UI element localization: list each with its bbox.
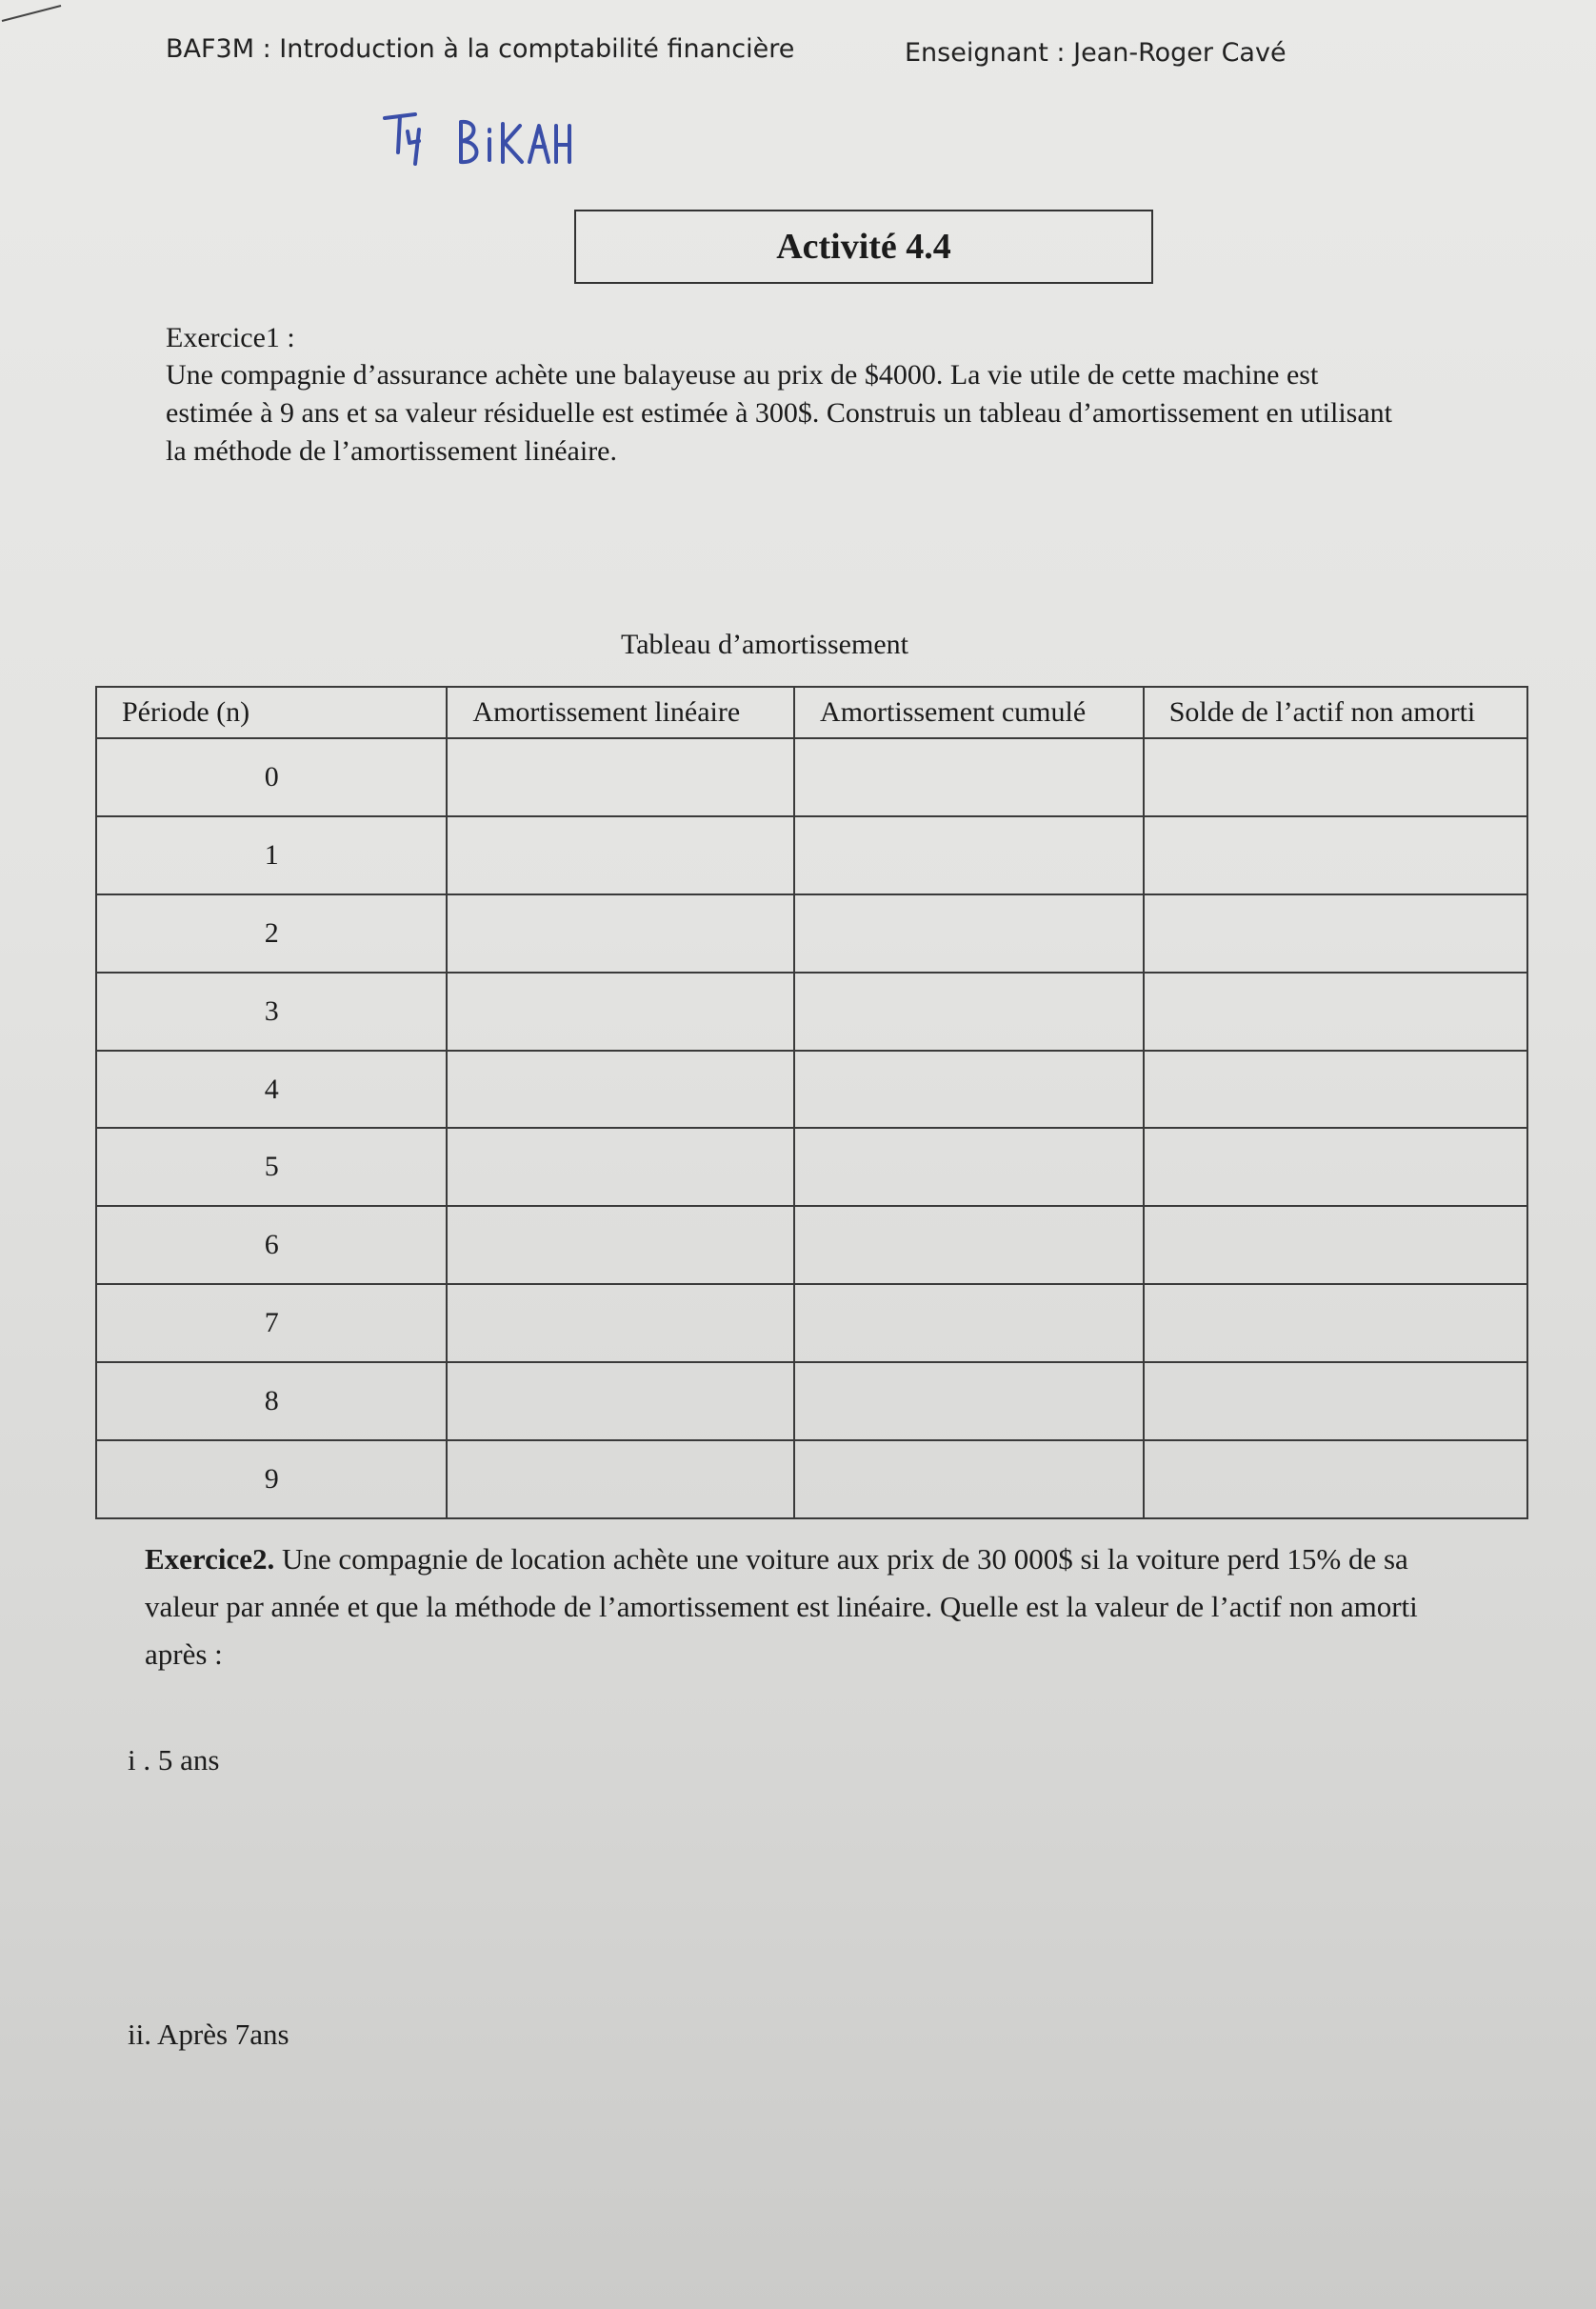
linear-depreciation-cell[interactable]: [447, 894, 794, 973]
cumulative-depreciation-cell[interactable]: [794, 738, 1144, 816]
header-cumulative-depreciation: Amortissement cumulé: [794, 687, 1144, 738]
linear-depreciation-cell[interactable]: [447, 973, 794, 1051]
cumulative-depreciation-cell[interactable]: [794, 816, 1144, 894]
table-row: [96, 1051, 1527, 1129]
exercise2-label: Exercice2.: [145, 1542, 275, 1576]
question-ii: ii. Après 7ans: [128, 2018, 289, 2051]
linear-depreciation-cell[interactable]: [447, 738, 794, 816]
question-i: i . 5 ans: [128, 1743, 220, 1777]
cumulative-depreciation-cell[interactable]: [794, 1362, 1144, 1440]
table-header-row: [96, 687, 1527, 738]
cumulative-depreciation-cell[interactable]: [794, 1284, 1144, 1362]
course-title: BAF3M : Introduction à la comptabilité financière: [166, 34, 795, 64]
table-row: [96, 1362, 1527, 1440]
table-row: [96, 973, 1527, 1051]
period-cell: 4: [96, 1051, 447, 1129]
period-cell: 8: [96, 1362, 447, 1440]
cumulative-depreciation-cell[interactable]: [794, 1128, 1144, 1206]
net-book-value-cell[interactable]: [1144, 973, 1527, 1051]
table-title: Tableau d’amortissement: [621, 629, 908, 660]
exercise1-statement: Une compagnie d’assurance achète une balayeuse au prix de $4000. La vie utile de cette machine est estimée à 9 ans et sa valeur résiduelle est estimée à 300$. Construis un tableau d’amortissement en utilisant la méthode de l’amortissement linéaire.: [166, 359, 1392, 467]
linear-depreciation-cell[interactable]: [447, 1051, 794, 1129]
cumulative-depreciation-cell[interactable]: [794, 1051, 1144, 1129]
pencil-mark: [0, 0, 76, 38]
linear-depreciation-cell[interactable]: [447, 816, 794, 894]
period-cell: 2: [96, 894, 447, 973]
linear-depreciation-cell[interactable]: [447, 1128, 794, 1206]
amortization-table: [95, 686, 1528, 1519]
header-linear-depreciation: Amortissement linéaire: [447, 687, 794, 738]
exercise1-label: Exercice1 :: [166, 322, 295, 353]
net-book-value-cell[interactable]: [1144, 738, 1527, 816]
linear-depreciation-cell[interactable]: [447, 1440, 794, 1518]
linear-depreciation-cell[interactable]: [447, 1362, 794, 1440]
net-book-value-cell[interactable]: [1144, 1051, 1527, 1129]
header-period: Période (n): [96, 687, 447, 738]
period-cell: 3: [96, 973, 447, 1051]
period-cell: 6: [96, 1206, 447, 1284]
activity-title: Activité 4.4: [574, 210, 1153, 284]
net-book-value-cell[interactable]: [1144, 1362, 1527, 1440]
table-row: [96, 1284, 1527, 1362]
exercise2-text: Une compagnie de location achète une voiture aux prix de 30 000$ si la voiture perd 15% de sa valeur par année et que la méthode de l’amortissement est linéaire. Quelle est la valeur de l’actif non amorti après :: [145, 1542, 1418, 1671]
net-book-value-cell[interactable]: [1144, 1440, 1527, 1518]
net-book-value-cell[interactable]: [1144, 1206, 1527, 1284]
table-row: [96, 1440, 1527, 1518]
period-cell: 5: [96, 1128, 447, 1206]
header-net-book-value: Solde de l’actif non amorti: [1144, 687, 1527, 738]
net-book-value-cell[interactable]: [1144, 1284, 1527, 1362]
net-book-value-cell[interactable]: [1144, 816, 1527, 894]
period-cell: 0: [96, 738, 447, 816]
net-book-value-cell[interactable]: [1144, 894, 1527, 973]
period-cell: 7: [96, 1284, 447, 1362]
table-row: [96, 738, 1527, 816]
cumulative-depreciation-cell[interactable]: [794, 1440, 1144, 1518]
linear-depreciation-cell[interactable]: [447, 1206, 794, 1284]
table-row: [96, 1128, 1527, 1206]
period-cell: 1: [96, 816, 447, 894]
linear-depreciation-cell[interactable]: [447, 1284, 794, 1362]
period-cell: 9: [96, 1440, 447, 1518]
net-book-value-cell[interactable]: [1144, 1128, 1527, 1206]
handwritten-student-name: [381, 105, 581, 181]
cumulative-depreciation-cell[interactable]: [794, 1206, 1144, 1284]
cumulative-depreciation-cell[interactable]: [794, 973, 1144, 1051]
table-row: [96, 1206, 1527, 1284]
table-row: [96, 816, 1527, 894]
exercise2-statement: [145, 1536, 1421, 1678]
table-row: [96, 894, 1527, 973]
course-header: [166, 34, 1404, 72]
cumulative-depreciation-cell[interactable]: [794, 894, 1144, 973]
teacher-name: Enseignant : Jean-Roger Cavé: [905, 38, 1287, 68]
